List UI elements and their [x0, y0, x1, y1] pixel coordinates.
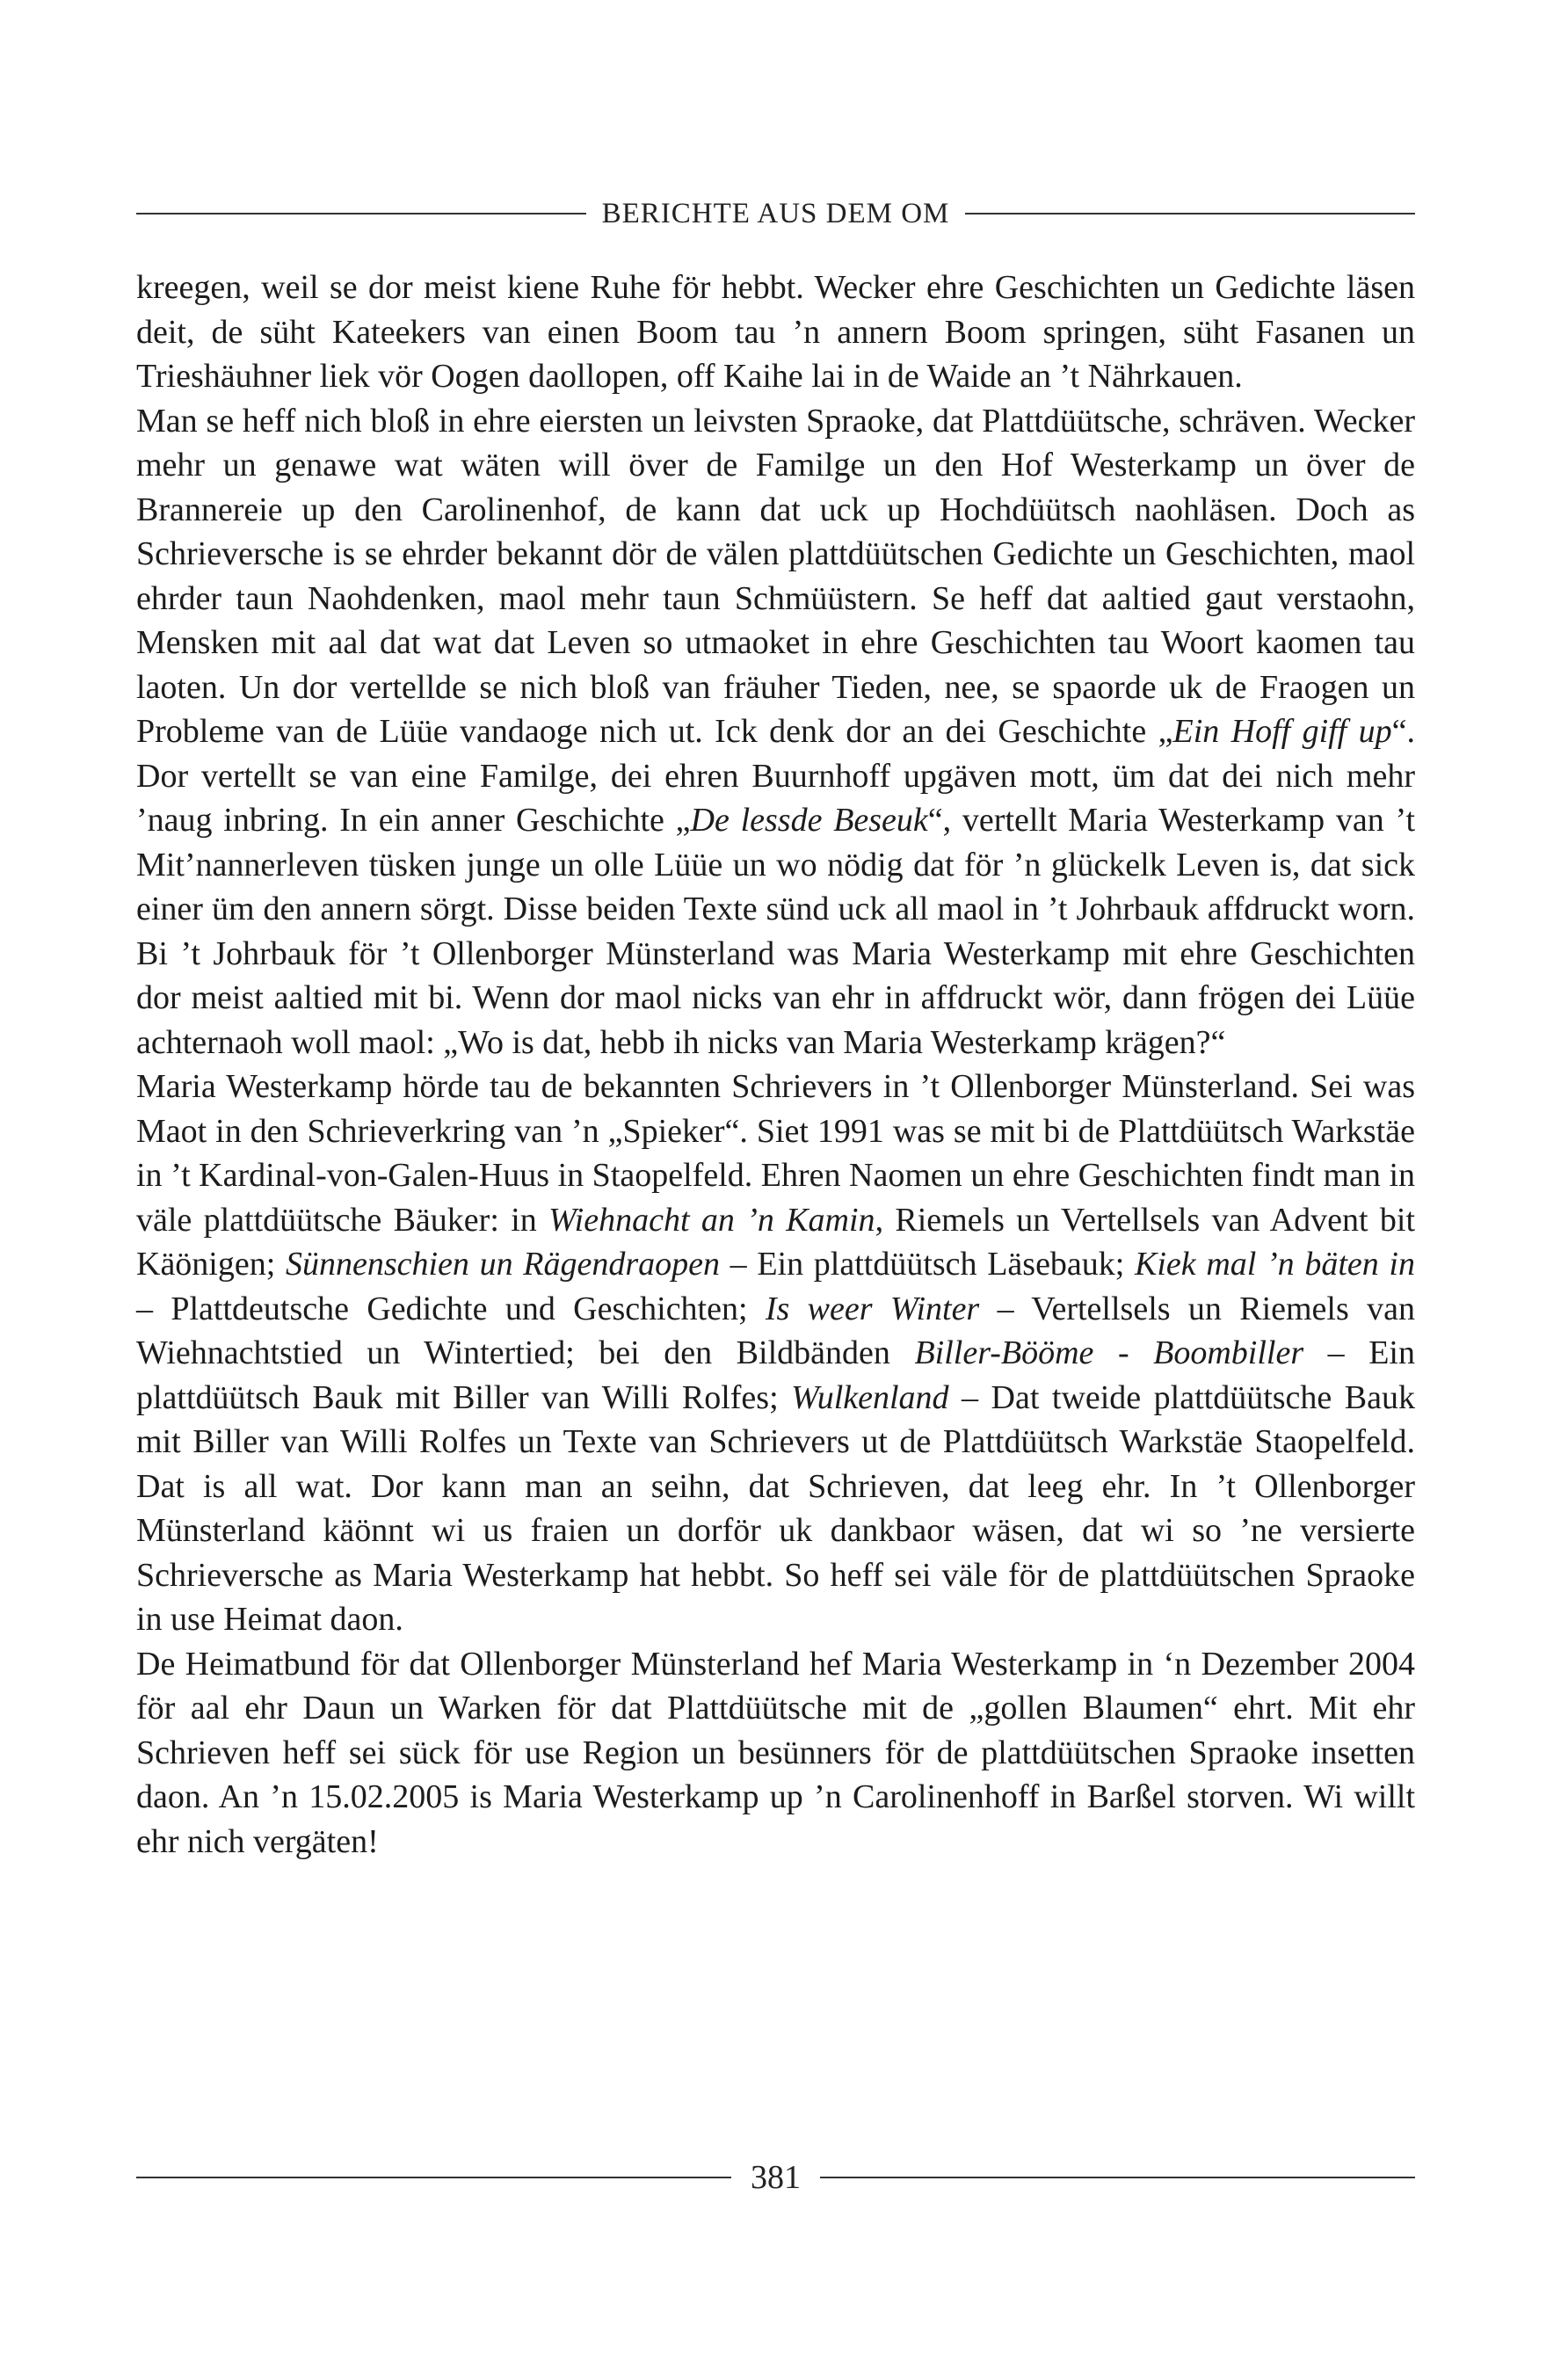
page-footer: [136, 2156, 1415, 2199]
paragraph-text: kreegen, weil se dor meist kiene Ruhe för hebbt. Wecker ehre Geschichten un Gedichte läsen deit, de süht Kateekers van einen Boom tau ’n annern Boom springen, süht Fasanen un Trieshäuhner liek vör Oogen daollopen, off Kaihe lai in de Waide an ’t Nährkauen.: [136, 269, 1415, 395]
paragraph-text: – Ein plattdüütsch Bauk mit Biller van Willi Rolfes;: [136, 1334, 1415, 1416]
italic-title-text: Ein Hoff giff up: [1172, 713, 1392, 750]
paragraph: [136, 265, 1415, 399]
paragraph: [136, 1065, 1415, 1642]
paragraph-text: “. Dor vertellt se van eine Familge, dei ehren Buurnhoff upgäven mott, üm dat dei nich mehr ’naug inbring. In ein anner Geschichte „: [136, 713, 1415, 839]
footer-rule-right: [820, 2177, 1415, 2178]
paragraph-text: Man se heff nich bloß in ehre eiersten un leivsten Spraoke, dat Plattdüütsche, schräven. Wecker mehr un genawe wat wäten will över de Familge un den Hof Westerkamp un över de Brannereie up den Carolinenhof, de kann dat uck up Hochdüütsch naohläsen. Doch as Schrieversche is se ehrder bekannt dör de välen plattdüütschen Gedichte un Geschichten, maol ehrder taun Naohdenken, maol mehr taun Schmüüstern. Se heff dat aaltied gaut verstaohn, Mensken mit aal dat wat dat Leven so utmaoket in ehre Geschichten tau Woort kaomen tau laoten. Un dor vertellde se nich bloß van fräuher Tieden, nee, se spaorde uk de Fraogen un Probleme van de Lüüe vandaoge nich ut. Ick denk dor an dei Geschichte „: [136, 402, 1415, 750]
paragraph-text: , Riemels un Vertellsels van Advent bit Käönigen;: [136, 1201, 1415, 1283]
italic-title-text: Kiek mal ’n bäten in: [1135, 1246, 1415, 1283]
paragraph-text: – Plattdeutsche Gedichte und Geschichten;: [136, 1290, 766, 1327]
paragraph-text: Maria Westerkamp hörde tau de bekannten Schrievers in ’t Ollenborger Münsterland. Sei was Maot in den Schrieverkring van ’n „Spieker“. Siet 1991 was se mit bi de Plattdüütsch Warkstäe in ’t Kardinal-von-Galen-Huus in Staopelfeld. Ehren Naomen un ehre Geschichten findt man in väle plattdüütsche Bäuker: in: [136, 1068, 1415, 1239]
article-body: [136, 265, 1415, 1864]
italic-title-text: Wiehnacht an ’n Kamin: [548, 1201, 875, 1239]
footer-rule-left: [136, 2177, 731, 2178]
italic-title-text: Biller-Bööme - Boombiller: [914, 1334, 1304, 1371]
italic-title-text: Is weer Winter: [765, 1290, 980, 1327]
header-rule-right: [965, 213, 1415, 214]
page-number: 381: [751, 2159, 801, 2196]
paragraph-text: – Dat tweide plattdüütsche Bauk mit Biller van Willi Rolfes un Texte van Schrievers ut de Plattdüütsch Warkstäe Staopelfeld. Dat is all wat. Dor kann man an seihn, dat Schrieven, dat leeg ehr. In ’t Ollenborger Münsterland käönnt wi us fraien un dorför uk dankbaor wäsen, dat wi so ’ne versierte Schrieversche as Maria Westerkamp hat hebbt. So heff sei väle för de plattdüütschen Spraoke in use Heimat daon.: [136, 1378, 1415, 1638]
paragraph-text: De Heimatbund för dat Ollenborger Münsterland hef Maria Westerkamp in ‘n Dezember 2004 för aal ehr Daun un Warken för dat Plattdüütsche mit de „gollen Blaumen“ ehrt. Mit ehr Schrieven heff sei sück för use Region un besünners för de plattdüütschen Spraoke insetten daon. An ’n 15.02.2005 is Maria Westerkamp up ’n Carolinenhoff in Barßel storven. Wi willt ehr nich vergäten!: [136, 1645, 1415, 1860]
paragraph: [136, 1642, 1415, 1865]
paragraph-text: – Vertellsels un Riemels van Wiehnachtstied un Wintertied; bei den Bildbänden: [136, 1290, 1415, 1371]
italic-title-text: Sünnenschien un Rägendraopen: [285, 1246, 720, 1283]
header-rule-left: [136, 213, 586, 214]
italic-title-text: De lessde Beseuk: [690, 802, 928, 839]
running-title: BERICHTE AUS DEM OM: [601, 197, 950, 229]
paragraph-text: – Ein plattdüütsch Läsebauk;: [720, 1246, 1136, 1283]
paragraph-text: “, vertellt Maria Westerkamp van ’t Mit’nannerleven tüsken junge un olle Lüüe un wo nödig dat för ’n glückelk Leven is, dat sick einer üm den annern sörgt. Disse beiden Texte sünd uck all maol in ’t Johrbauk affdruckt worn. Bi ’t Johrbauk för ’t Ollenborger Münsterland was Maria Westerkamp mit ehre Geschichten dor meist aaltied mit bi. Wenn dor maol nicks van ehr in affdruckt wör, dann frögen dei Lüüe achternaoh woll maol: „Wo is dat, hebb ih nicks van Maria Westerkamp krägen?“: [136, 802, 1415, 1061]
running-header: [136, 195, 1415, 232]
italic-title-text: Wulkenland: [791, 1378, 949, 1416]
paragraph: [136, 399, 1415, 1065]
